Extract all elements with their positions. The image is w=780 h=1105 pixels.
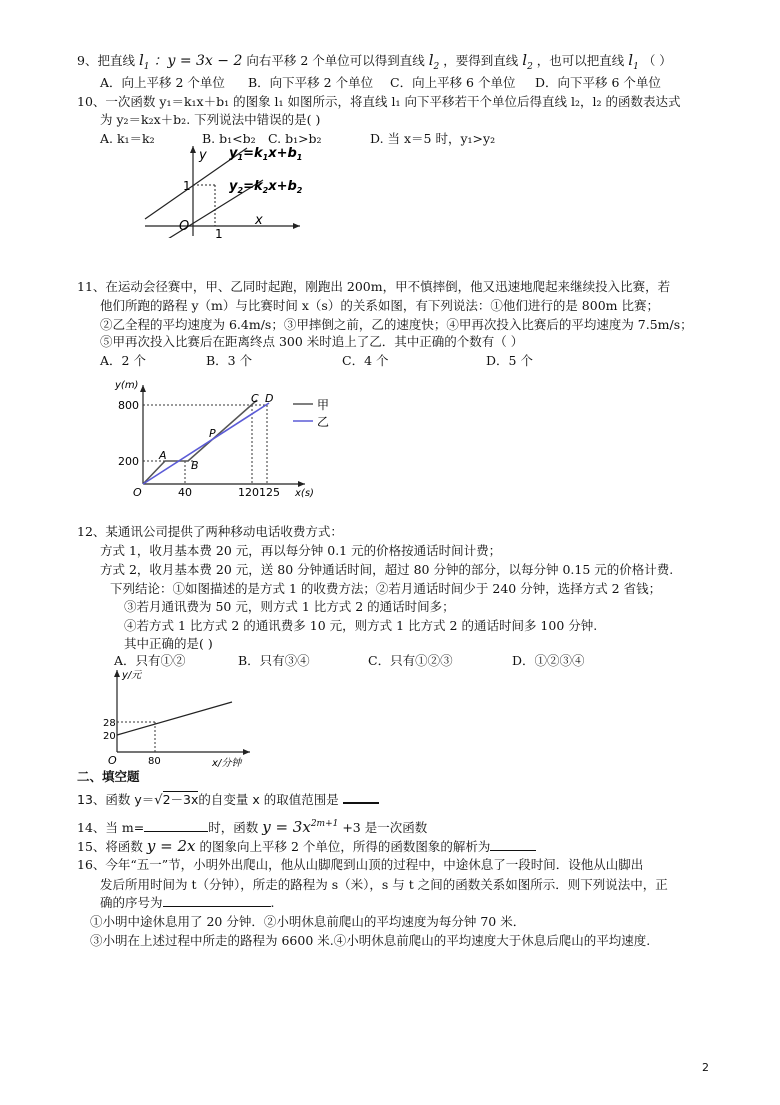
q9-line-l2: $l_2$: [428, 51, 440, 72]
q11-point-c: C: [251, 392, 259, 405]
q9-option-c: C．向上平移 6 个单位: [390, 75, 516, 90]
q11-legend-yi: 乙: [317, 415, 330, 429]
q9-option-b: B．向下平移 2 个单位: [248, 75, 374, 90]
q9-mid-text-2: ，要得到直线: [443, 53, 519, 68]
q14-text-1: 14、当 m=: [77, 820, 145, 835]
q11-tick-200: 200: [118, 455, 139, 468]
q10-x-label: x: [255, 213, 263, 228]
q11-y-arrow: [140, 385, 146, 392]
q11-line-4: ⑤甲再次投入比赛后在距离终点 300 米时追上了乙．其中正确的个数有（ ）: [100, 334, 524, 349]
q10-option-a: A. k₁＝k₂: [100, 131, 155, 146]
q10-x-arrow: [293, 223, 300, 229]
q9-line-l2b: $l_2$: [522, 51, 533, 72]
q9-stem: [77, 52, 672, 76]
q12-line-fee: [117, 702, 232, 735]
q9-prefix: 9、把直线: [77, 53, 135, 68]
q10-origin-label: O: [179, 219, 190, 234]
q12-graph: [100, 665, 260, 770]
q12-line-5: ③若月通讯费为 50 元，则方式 1 比方式 2 的通话时间多；: [124, 599, 455, 614]
q11-x-label: x(s): [295, 488, 314, 499]
q15-stem: [77, 838, 536, 855]
q12-line-3: 方式 2，收月基本费 20 元，送 80 分钟通话时间，超过 80 分钟的部分，以每分钟 0.15 元的价格计费.: [100, 562, 674, 577]
q13-radicand: 2－3x: [162, 792, 199, 807]
q11-tick-125: 125: [259, 486, 280, 499]
q16-line-1: 16、今年“五一”节，小明外出爬山，他从山脚爬到山顶的过程中，中途休息了一段时间．设他从山脚出: [77, 857, 644, 872]
q13-text-1: 13、函数 y＝: [77, 792, 155, 807]
q10-line-2: 为 y₂＝k₂x＋b₂. 下列说法中错误的是( ): [100, 112, 321, 127]
q15-function: y = 2x: [146, 837, 196, 855]
q12-y-arrow: [114, 670, 120, 677]
q14-stem: [77, 816, 427, 836]
q11-option-a: A．2 个: [100, 353, 146, 368]
q10-eq2-label: $y_2=k_2x+b_2$: [229, 179, 303, 195]
q11-point-p: P: [209, 427, 216, 440]
q11-y-label: y(m): [115, 380, 139, 391]
q12-line-6: ④若方式 1 比方式 2 的通讯费多 10 元，则方式 1 比方式 2 的通话时间多 100 分钟.: [124, 618, 598, 633]
q11-tick-120: 120: [238, 486, 259, 499]
q11-origin-label: O: [133, 486, 142, 499]
q16-line-3-text: 确的序号为: [100, 895, 163, 910]
q12-line-2: 方式 1，收月基本费 20 元，再以每分钟 0.1 元的价格按通话时间计费；: [100, 543, 502, 558]
q11-graph: [105, 375, 345, 500]
q10-tick-y: 1: [183, 179, 191, 193]
q14-answer-blank[interactable]: [144, 819, 208, 832]
q15-text-2: 的图象向上平移 2 个单位，所得的函数图象的解析为: [199, 839, 491, 854]
q11-point-a: A: [159, 449, 167, 462]
q12-tick-20: 20: [103, 731, 116, 742]
q15-text-1: 15、将函数: [77, 839, 143, 854]
q12-x-arrow: [243, 749, 250, 755]
q12-tick-80: 80: [148, 756, 161, 767]
q10-line-1: 10、一次函数 y₁＝k₁x＋b₁ 的图象 l₁ 如图所示，将直线 l₁ 向下平移若干个单位后得直线 l₂，l₂ 的函数表达式: [77, 94, 681, 109]
q10-tick-x: 1: [215, 227, 223, 238]
q9-line-l1b: $l_1$: [628, 51, 639, 72]
q9-option-d: D．向下平移 6 个单位: [535, 75, 661, 90]
q9-answer-paren: （ ）: [642, 53, 672, 68]
radical-sign: √: [154, 793, 163, 808]
q11-line-3: ②乙全程的平均速度为 6.4m/s；③甲摔倒之前，乙的速度快；④甲再次投入比赛后的平均速度为 7.5m/s；: [100, 317, 693, 332]
q11-tick-40: 40: [178, 486, 192, 499]
q16-line-2: 发后所用时间为 t（分钟），所走的路程为 s（米），s 与 t 之间的函数关系如图所示．则下列说法中，正: [100, 877, 668, 892]
q12-tick-28: 28: [103, 718, 116, 729]
q16-answer-blank[interactable]: [163, 894, 271, 907]
q16-line-5: ③小明在上述过程中所走的路程为 6600 米.④小明休息前爬山的平均速度大于休息后爬山的平均速度.: [90, 933, 651, 948]
q13-stem: [77, 790, 379, 809]
q12-option-a: A．只有①②: [114, 653, 186, 668]
q13-answer-blank[interactable]: [343, 790, 379, 804]
q10-y-label: y: [199, 148, 207, 163]
q10-eq1-label: $y_1=k_1x+b_1$: [229, 146, 303, 162]
q16-line-3-end: .: [270, 895, 275, 910]
q12-line-1: 12、某通讯公司提供了两种移动电话收费方式：: [77, 524, 343, 539]
q11-point-b: B: [191, 459, 199, 472]
q11-line-2: 他们所跑的路程 y（m）与比赛时间 x（s）的关系如图，有下列说法：①他们进行的是 800m 比赛；: [100, 298, 659, 313]
q9-line-l1: $l_1$: [138, 51, 150, 72]
q9-option-a: A．向上平移 2 个单位: [100, 75, 225, 90]
q16-line-3: [100, 894, 275, 911]
q10-y-arrow: [190, 146, 196, 153]
q11-x-arrow: [298, 481, 305, 487]
q12-x-label: x/分钟: [212, 758, 242, 769]
q11-legend-jia: 甲: [317, 398, 330, 412]
q11-option-b: B．3 个: [206, 353, 253, 368]
page-number: 2: [702, 1061, 709, 1074]
q9-mid-text-3: ，也可以把直线: [536, 53, 625, 68]
q10-option-b: B. b₁<b₂: [202, 131, 256, 146]
q11-point-d: D: [265, 392, 274, 405]
q11-line-1: 11、在运动会径赛中，甲、乙同时起跑，刚跑出 200m，甲不慎摔倒，他又迅速地爬起来继续投入比赛，若: [77, 279, 671, 294]
q10-graph: [135, 138, 310, 238]
q11-line-jia: [143, 400, 257, 484]
q10-option-d: D. 当 x＝5 时，y₁>y₂: [370, 131, 496, 146]
q14-function: $y = 3x^{2m+1}$: [262, 818, 339, 836]
q9-equation: ：y = 3x − 2: [153, 53, 243, 69]
q12-option-c: C．只有①②③: [368, 653, 453, 668]
section-fill-in-blank-title: 二、填空题: [77, 769, 140, 784]
q12-option-b: B．只有③④: [238, 653, 310, 668]
q11-option-c: C．4 个: [342, 353, 389, 368]
q14-text-2: 时，函数: [208, 820, 259, 835]
q16-line-4: ①小明中途休息用了 20 分钟．②小明休息前爬山的平均速度为每分钟 70 米．: [90, 914, 526, 929]
q12-line-4: 下列结论：①如图描述的是方式 1 的收费方法；②若月通话时间少于 240 分钟，选择方式 2 省钱；: [110, 581, 662, 596]
q11-option-d: D．5 个: [486, 353, 533, 368]
q11-tick-800: 800: [118, 399, 139, 412]
q12-origin-label: O: [108, 754, 117, 767]
q12-line-7: 其中正确的是( ): [124, 636, 213, 651]
q14-text-3: +3 是一次函数: [342, 820, 428, 835]
q15-answer-blank[interactable]: [490, 838, 536, 851]
q9-mid-text: 向右平移 2 个单位可以得到直线: [246, 53, 425, 68]
q12-y-label: y/元: [122, 670, 142, 681]
q11-line-yi: [143, 403, 269, 484]
q10-option-c: C. b₁>b₂: [268, 131, 322, 146]
q12-option-d: D．①②③④: [512, 653, 585, 668]
q13-text-2: 的自变量 x 的取值范围是: [198, 792, 339, 807]
